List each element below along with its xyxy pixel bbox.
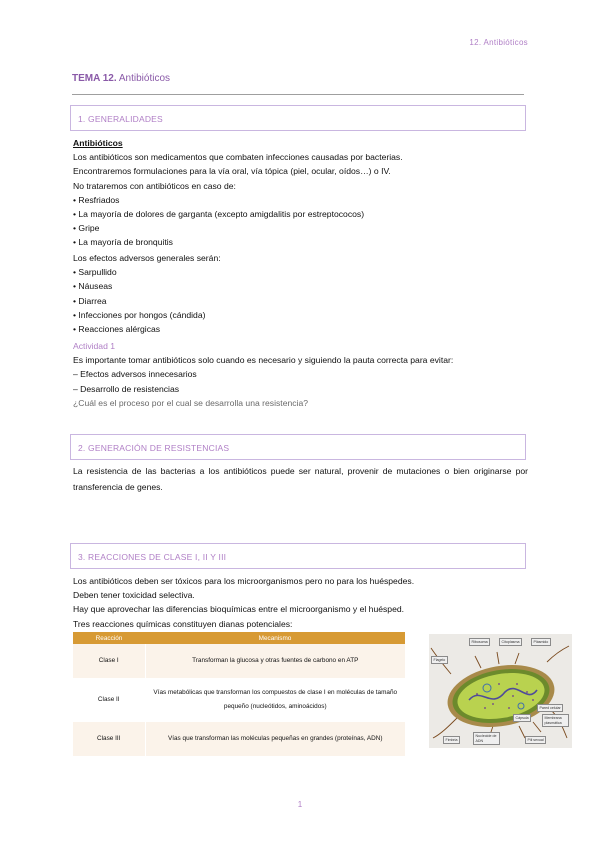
page-number: 1	[297, 800, 303, 809]
subheading-antibioticos: Antibióticos	[73, 138, 123, 148]
page-title	[72, 73, 170, 84]
list-item: • Infecciones por hongos (cándida)	[73, 309, 206, 320]
table-cell: Vías que transforman las moléculas pequeñas en grandes (proteínas, ADN)	[145, 722, 405, 756]
paragraph-line: Deben tener toxicidad selectiva.	[73, 590, 195, 601]
list-item: • Sarpullido	[73, 267, 117, 278]
table-cell: Clase III	[73, 722, 145, 756]
activity-title: Actividad 1	[73, 341, 116, 351]
figure-label: Plásmido	[531, 638, 551, 646]
table-header-row	[73, 632, 405, 644]
figure-label: Cápsula	[513, 714, 531, 722]
list-item: • Náuseas	[73, 281, 113, 292]
table-cell: Transforman la glucosa y otras fuentes de carbono en ATP	[145, 644, 405, 678]
paragraph-line: No trataremos con antibióticos en caso de:	[73, 180, 236, 191]
paragraph-line: Tres reacciones químicas constituyen dianas potenciales:	[73, 618, 293, 629]
section-heading-resistencias: 2. GENERACIÓN DE RESISTENCIAS	[70, 434, 526, 460]
list-item: • Gripe	[73, 223, 100, 234]
activity-block	[73, 339, 528, 410]
table-cell: Clase I	[73, 644, 145, 678]
title-divider	[72, 94, 524, 95]
figure-label: Fimbria	[443, 736, 460, 744]
title-rest: Antibióticos	[116, 73, 171, 84]
activity-text: Es importante tomar antibióticos solo cuando es necesario y siguiendo la pauta correcta para evitar:	[73, 355, 454, 366]
list-item: – Efectos adversos innecesarios	[73, 369, 197, 380]
table-row	[73, 678, 405, 722]
bacterium-illustration	[429, 634, 572, 748]
table-cell: Clase II	[73, 678, 145, 722]
section-heading-generalidades: 1. GENERALIDADES	[70, 105, 526, 131]
paragraph-line: Hay que aprovechar las diferencias bioquímicas entre el microorganismo y el huésped.	[73, 604, 405, 615]
bacterium-diagram	[429, 634, 572, 748]
adverse-intro: Los efectos adversos generales serán:	[73, 253, 221, 263]
column-header: Mecanismo	[145, 632, 405, 644]
table-row	[73, 722, 405, 756]
title-prefix: TEMA 12.	[72, 73, 117, 84]
list-item: • Reacciones alérgicas	[73, 324, 161, 335]
paragraph-line: Los antibióticos son medicamentos que combaten infecciones causadas por bacterias.	[73, 152, 403, 163]
figure-label: Pili sexual	[525, 736, 546, 744]
running-header: 12. Antibióticos	[469, 38, 528, 47]
paragraph-line: Los antibióticos deben ser tóxicos para los microorganismos pero no para los huéspedes.	[73, 576, 415, 586]
adverse-effects	[73, 251, 528, 336]
section-heading-reacciones: 3. REACCIONES DE CLASE I, II Y III	[70, 543, 526, 569]
section2-body: La resistencia de las bacterias a los antibióticos puede ser natural, provenir de mutaciones o bien originarse por transferencia de genes.	[73, 466, 528, 492]
column-header: Reacción	[73, 632, 145, 644]
figure-label: Pared celular	[537, 704, 563, 712]
figure-label: Citoplasma	[499, 638, 522, 646]
figure-label: Flagelo	[431, 656, 448, 664]
activity-question: ¿Cuál es el proceso por el cual se desarrolla una resistencia?	[73, 397, 309, 408]
figure-label: Ribosoma	[469, 638, 490, 646]
list-item: • Resfriados	[73, 194, 120, 205]
paragraph-line: Encontraremos formulaciones para la vía oral, vía tópica (piel, ocular, oídos…) o IV.	[73, 166, 391, 177]
figure-label: Nucleoide de ADN	[473, 732, 500, 745]
table-cell: Vías metabólicas que transforman los compuestos de clase I en moléculas de tamaño pequeño (nucleótidos, aminoácidos)	[145, 678, 405, 722]
list-item: • La mayoría de dolores de garganta (excepto amigdalitis por estreptococos)	[73, 209, 365, 220]
list-item: • La mayoría de bronquitis	[73, 237, 173, 248]
list-item: – Desarrollo de resistencias	[73, 383, 180, 394]
list-item: • Diarrea	[73, 295, 107, 306]
figure-label: Membrana plasmática	[542, 714, 569, 727]
section1-body	[73, 136, 528, 250]
section3-body	[73, 574, 528, 631]
reactions-table	[73, 632, 405, 756]
table-row	[73, 644, 405, 678]
